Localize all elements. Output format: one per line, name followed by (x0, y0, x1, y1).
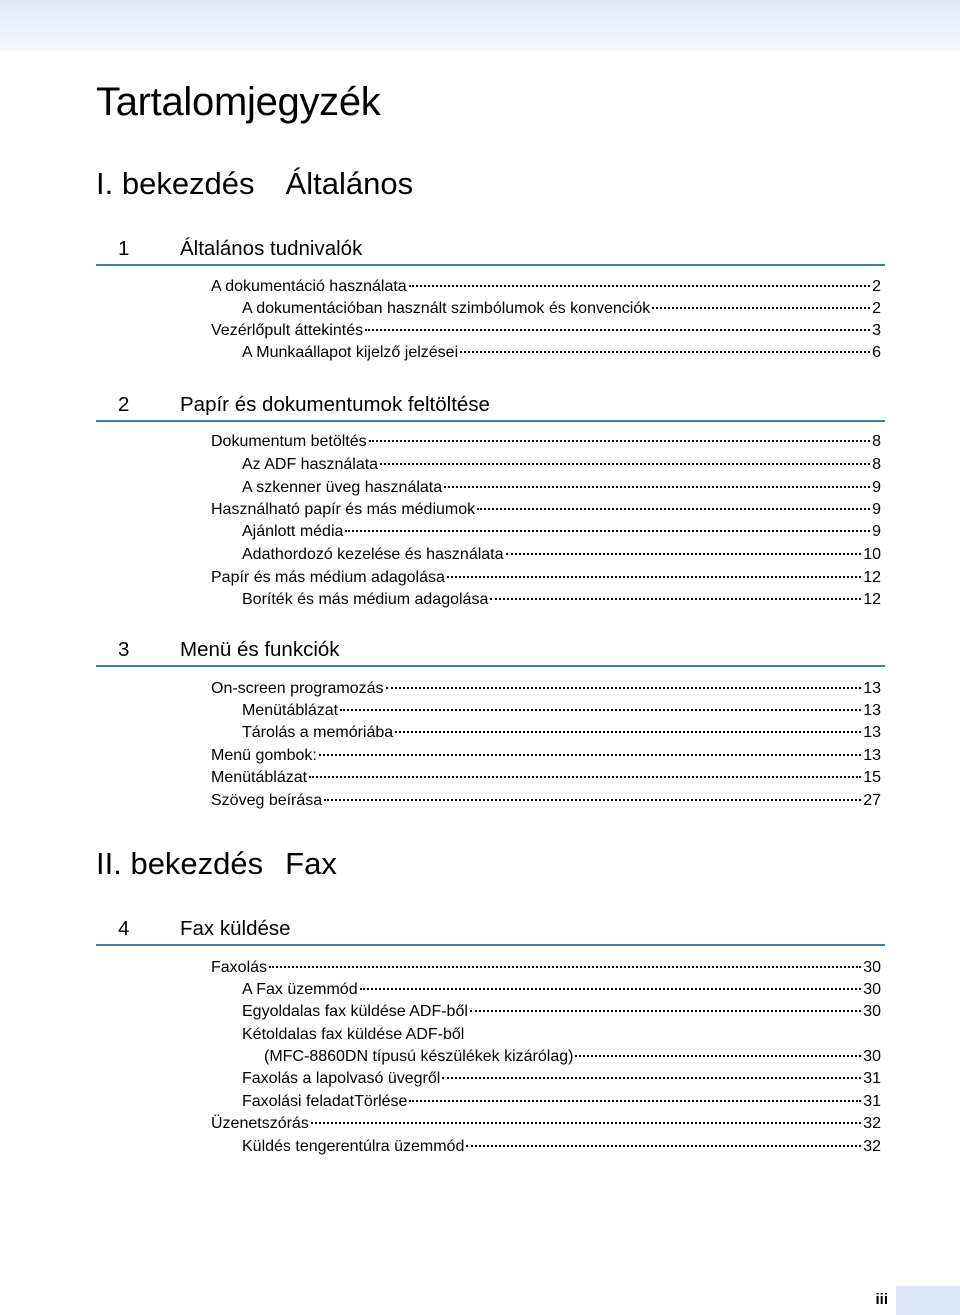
toc-page-number: 31 (863, 1093, 881, 1110)
dot-leader (409, 285, 870, 287)
dot-leader (369, 440, 870, 442)
toc-entry-label: Az ADF használata (242, 456, 379, 473)
toc-entry[interactable] (242, 1001, 881, 1023)
chapter-title: Fax küldése (180, 917, 291, 940)
chapter-number: 3 (118, 638, 130, 661)
toc-page-number: 30 (863, 1048, 881, 1065)
toc-entry-label: Ajánlott média (242, 523, 344, 540)
toc-entry-label: Boríték és más médium adagolása (242, 591, 489, 608)
toc-entry[interactable] (242, 298, 881, 320)
toc-entry-label: A Munkaállapot kijelző jelzései (242, 344, 459, 361)
toc-entry-label: Üzenetszórás (211, 1115, 309, 1132)
dot-leader (360, 988, 862, 990)
dot-leader (311, 1122, 861, 1124)
dot-leader (269, 966, 861, 968)
dot-leader (575, 1055, 861, 1057)
dot-leader (319, 754, 861, 756)
toc-page-number: 30 (863, 959, 881, 976)
dot-leader (395, 731, 861, 733)
toc-entry[interactable] (211, 567, 881, 589)
dot-leader (477, 508, 870, 510)
toc-page-number: 30 (863, 1003, 881, 1020)
dot-leader (652, 307, 870, 309)
toc-entry[interactable] (211, 499, 881, 521)
toc-entry-label: Papír és más médium adagolása (211, 569, 445, 586)
toc-page-number: 9 (872, 501, 881, 518)
toc-page-number: 13 (863, 680, 881, 697)
toc-entry-label: Szöveg beírása (211, 792, 323, 809)
toc-entry[interactable] (211, 790, 881, 812)
toc-entry-label: Vezérlőpult áttekintés (211, 322, 364, 339)
toc-page-number: 31 (863, 1070, 881, 1087)
chapter-title: Menü és funkciók (180, 638, 340, 661)
toc-entry-label: Faxolás (211, 959, 268, 976)
toc-entry-label: Kétoldalas fax küldése ADF-ből (242, 1026, 465, 1043)
toc-entry-label: Dokumentum betöltés (211, 433, 367, 450)
chapter-heading-3[interactable] (96, 637, 885, 667)
toc-page-number: 32 (863, 1115, 881, 1132)
chapter-number: 1 (118, 237, 130, 260)
toc-entry[interactable] (242, 700, 881, 722)
toc-entry[interactable] (242, 979, 881, 1001)
toc-entry[interactable] (242, 589, 881, 611)
toc-page-number: 13 (863, 702, 881, 719)
toc-page-number: 27 (863, 792, 881, 809)
header-band (0, 0, 960, 51)
toc-page-number: 2 (872, 300, 881, 317)
dot-leader (340, 709, 861, 711)
toc-entry[interactable] (211, 431, 881, 453)
toc-entry-label: A szkenner üveg használata (242, 479, 443, 496)
toc-entry-label: Faxolás a lapolvasó üvegről (242, 1070, 441, 1087)
toc-entry-label: Egyoldalas fax küldése ADF-ből (242, 1003, 468, 1020)
toc-entry-label: A Fax üzemmód (242, 981, 358, 998)
toc-entry-label: Menütáblázat (211, 769, 308, 786)
toc-page-number: 30 (863, 981, 881, 998)
toc-entry[interactable] (211, 1113, 881, 1135)
chapter-heading-1[interactable] (96, 236, 885, 266)
chapter-number: 2 (118, 393, 130, 416)
toc-page-number: 12 (863, 569, 881, 586)
toc-entry[interactable] (242, 1091, 881, 1113)
page-number: iii (875, 1291, 888, 1308)
toc-page-number: 3 (872, 322, 881, 339)
toc-entry[interactable] (211, 276, 881, 298)
dot-leader (380, 463, 870, 465)
toc-entry-label: Menütáblázat (242, 702, 339, 719)
toc-entry[interactable] (242, 1068, 881, 1090)
section-heading-2 (96, 846, 337, 882)
toc-entry-label: Faxolási feladatTörlése (242, 1093, 408, 1110)
page-title: Tartalomjegyzék (96, 80, 381, 124)
toc-entry[interactable] (242, 544, 881, 566)
toc-entry-label: On-screen programozás (211, 680, 384, 697)
toc-entry-label: Tárolás a memóriába (242, 724, 394, 741)
toc-entry[interactable] (242, 1024, 881, 1046)
section-title: Általános (285, 166, 414, 201)
dot-leader (409, 1100, 861, 1102)
dot-leader (309, 776, 861, 778)
dot-leader (386, 687, 862, 689)
toc-page-number: 13 (863, 747, 881, 764)
chapter-heading-4[interactable] (96, 916, 885, 946)
toc-entry[interactable] (242, 454, 881, 476)
toc-entry[interactable] (211, 767, 881, 789)
toc-entry[interactable] (242, 521, 881, 543)
toc-page-number: 9 (872, 523, 881, 540)
toc-entry[interactable] (242, 477, 881, 499)
toc-entry[interactable] (211, 957, 881, 979)
chapter-title: Általános tudnivalók (180, 237, 363, 260)
toc-page-number: 8 (872, 433, 881, 450)
toc-entry[interactable] (242, 342, 881, 364)
toc-entry-label: Használható papír és más médiumok (211, 501, 476, 518)
page-number-tab (896, 1286, 960, 1315)
toc-page-number: 2 (872, 278, 881, 295)
dot-leader (470, 1010, 861, 1012)
toc-page-number: 9 (872, 479, 881, 496)
section-heading-1 (96, 166, 413, 202)
toc-entry-label: A dokumentáció használata (211, 278, 407, 295)
dot-leader (447, 576, 861, 578)
toc-page-number: 13 (863, 724, 881, 741)
toc-entry-label: Küldés tengerentúlra üzemmód (242, 1138, 465, 1155)
toc-entry[interactable] (264, 1046, 881, 1068)
toc-page-number: 15 (863, 769, 881, 786)
toc-entry[interactable] (242, 1136, 881, 1158)
section-number: II. bekezdés (96, 846, 264, 881)
toc-entry-label: (MFC-8860DN típusú készülékek kizárólag) (264, 1048, 574, 1065)
dot-leader (444, 486, 870, 488)
dot-leader (365, 329, 870, 331)
toc-entry[interactable] (242, 722, 881, 744)
section-number: I. bekezdés (96, 166, 255, 201)
dot-leader (466, 1145, 861, 1147)
toc-entry-label: Adathordozó kezelése és használata (242, 546, 504, 563)
dot-leader (460, 351, 870, 353)
dot-leader (490, 598, 861, 600)
chapter-number: 4 (118, 917, 130, 940)
toc-page-number: 6 (872, 344, 881, 361)
dot-leader (442, 1077, 861, 1079)
dot-leader (345, 530, 870, 532)
section-title: Fax (285, 846, 337, 881)
toc-page-number: 8 (872, 456, 881, 473)
toc-entry[interactable] (211, 678, 881, 700)
toc-entry-label: A dokumentációban használt szimbólumok és konvenciók (242, 300, 651, 317)
toc-page-number: 12 (863, 591, 881, 608)
dot-leader (324, 799, 861, 801)
chapter-title: Papír és dokumentumok feltöltése (180, 393, 490, 416)
chapter-heading-2[interactable] (96, 392, 885, 422)
toc-entry[interactable] (211, 320, 881, 342)
toc-entry-label: Menü gombok: (211, 747, 317, 764)
dot-leader (506, 553, 862, 555)
toc-page-number: 32 (863, 1138, 881, 1155)
toc-page-number: 10 (863, 546, 881, 563)
toc-entry[interactable] (211, 745, 881, 767)
